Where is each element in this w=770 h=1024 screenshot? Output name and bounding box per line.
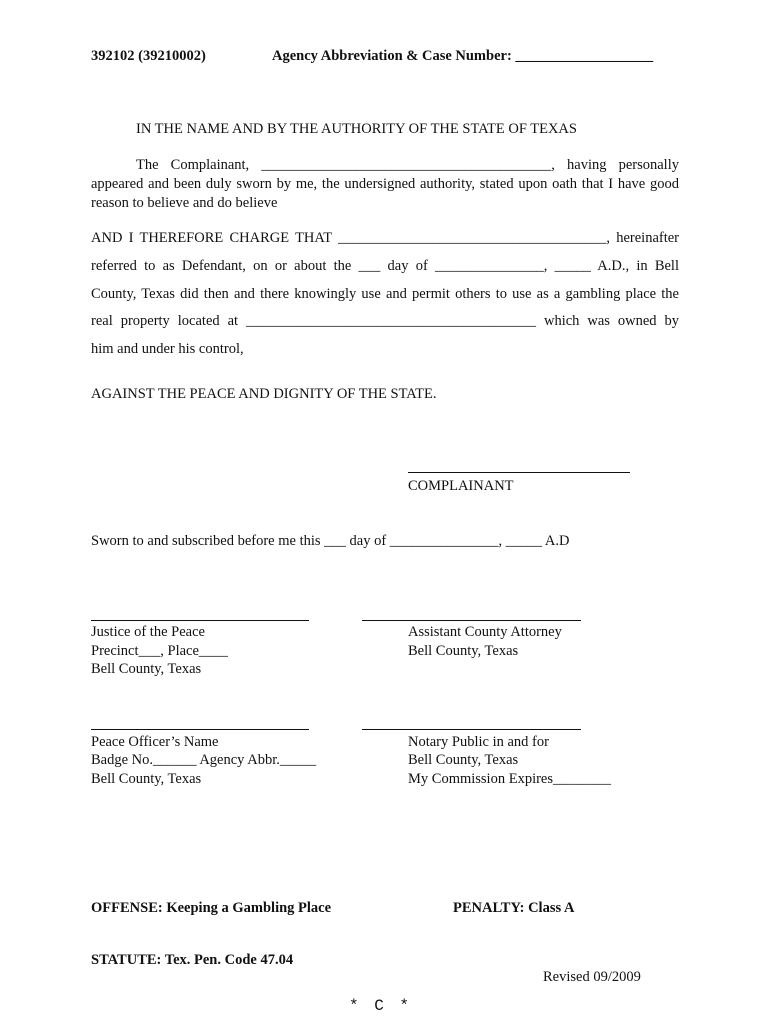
attorney-title: Assistant County Attorney	[408, 624, 562, 640]
document-title: IN THE NAME AND BY THE AUTHORITY OF THE STATE OF TEXAS	[136, 121, 577, 137]
complainant-line-1: The Complainant, ________________________________________, having personally	[136, 157, 679, 173]
offense-label: OFFENSE: Keeping a Gambling Place	[91, 900, 332, 916]
justice-signature-line	[91, 620, 309, 621]
barcode-text: * C *	[349, 997, 413, 1015]
agency-case-number-label: Agency Abbreviation & Case Number: ___________________	[272, 48, 654, 64]
justice-title: Justice of the Peace	[91, 624, 205, 640]
complainant-line-2: appeared and been duly sworn by me, the undersigned authority, stated upon oath that I have good	[91, 176, 679, 192]
charge-line-5: him and under his control,	[91, 341, 244, 357]
form-code: 392102 (39210002)	[91, 48, 206, 64]
notary-county: Bell County, Texas	[408, 752, 519, 768]
charge-line-3: County, Texas did then and there knowingly use and permit others to use as a gambling place the	[91, 286, 679, 302]
attorney-county: Bell County, Texas	[408, 643, 519, 659]
notary-commission-expires: My Commission Expires________	[408, 771, 612, 787]
charge-line-4: real property located at ________________________________________ which was owned by	[91, 313, 679, 329]
statute-label: STATUTE: Tex. Pen. Code 47.04	[91, 952, 294, 968]
complainant-label: COMPLAINANT	[408, 478, 514, 494]
complainant-signature-line	[408, 472, 630, 473]
charge-line-2: referred to as Defendant, on or about the ___ day of _______________, _____ A.D., in Bell	[91, 258, 679, 274]
officer-county: Bell County, Texas	[91, 771, 202, 787]
penalty-label: PENALTY: Class A	[453, 900, 575, 916]
charge-line-1: AND I THEREFORE CHARGE THAT _____________________________________, hereinafter	[91, 230, 679, 246]
complainant-line-3: reason to believe and do believe	[91, 195, 278, 211]
officer-badge-agency: Badge No.______ Agency Abbr._____	[91, 752, 317, 768]
justice-county: Bell County, Texas	[91, 661, 202, 677]
against-peace-statement: AGAINST THE PEACE AND DIGNITY OF THE STATE.	[91, 386, 437, 402]
sworn-statement: Sworn to and subscribed before me this ___ day of _______________, _____ A.D	[91, 533, 570, 549]
attorney-signature-line	[362, 620, 581, 621]
officer-name-label: Peace Officer’s Name	[91, 734, 219, 750]
notary-signature-line	[362, 729, 581, 730]
officer-signature-line	[91, 729, 309, 730]
notary-title: Notary Public in and for	[408, 734, 549, 750]
revised-date: Revised 09/2009	[543, 969, 641, 985]
justice-precinct-place: Precinct___, Place____	[91, 643, 228, 659]
